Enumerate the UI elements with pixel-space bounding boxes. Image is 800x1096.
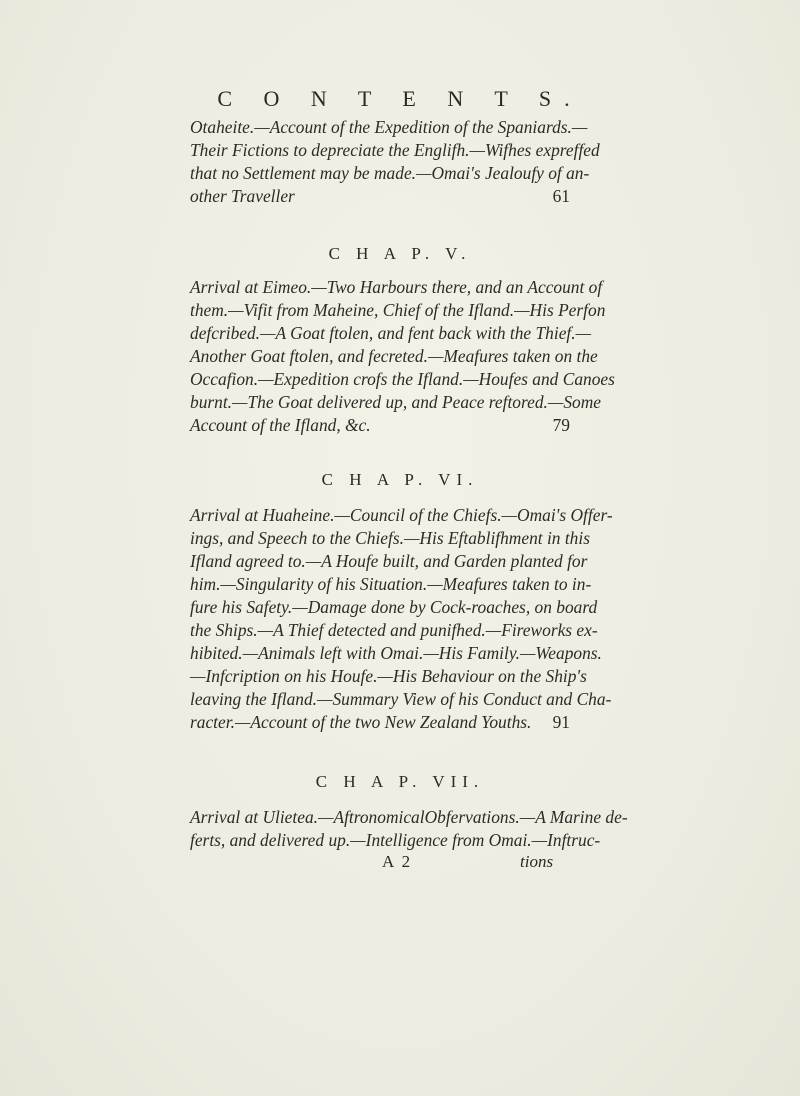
contents-line: [190, 185, 570, 208]
section-chap-iv-continued: [190, 116, 600, 208]
contents-line: hibited.—Animals left with Omai.—His Family.—Weapons.: [190, 643, 602, 663]
section-chap-vii: [190, 806, 628, 852]
chapter-heading-vii: C H A P. VII.: [315, 772, 485, 791]
contents-line-text: other Traveller: [190, 186, 295, 206]
contents-line: Otaheite.—Account of the Expedition of the Spaniards.—: [190, 117, 588, 137]
contents-line: [190, 711, 570, 734]
contents-line: ferts, and delivered up.—Intelligence from Omai.—Inftruc-: [190, 830, 601, 850]
contents-line: Another Goat ftolen, and fecreted.—Meafures taken on the: [190, 346, 598, 366]
contents-line: [190, 414, 570, 437]
contents-line: fure his Safety.—Damage done by Cock-roaches, on board: [190, 597, 598, 617]
contents-line: him.—Singularity of his Situation.—Meafures taken to in-: [190, 574, 592, 594]
contents-line: Occafion.—Expedition crofs the Ifland.—Houfes and Canoes: [190, 369, 615, 389]
contents-line: Ifland agreed to.—A Houfe built, and Garden planted for: [190, 551, 588, 571]
running-head: C O N T E N T S.: [217, 86, 583, 111]
section-chap-vi: [190, 504, 613, 734]
contents-line-text: Account of the Ifland, &c.: [190, 415, 371, 435]
contents-line: Arrival at Eimeo.—Two Harbours there, and an Account of: [190, 277, 603, 297]
contents-line: them.—Vifit from Maheine, Chief of the Ifland.—His Perfon: [190, 300, 606, 320]
page-number: 79: [552, 415, 570, 435]
contents-line: ings, and Speech to the Chiefs.—His Eftablifhment in this: [190, 528, 590, 548]
contents-line: burnt.—The Goat delivered up, and Peace reftored.—Some: [190, 392, 602, 412]
contents-line-text: racter.—Account of the two New Zealand Youths.: [190, 712, 532, 732]
section-chap-v: [190, 276, 615, 437]
contents-line: that no Settlement may be made.—Omai's Jealoufy of an-: [190, 163, 590, 183]
contents-line: defcribed.—A Goat ftolen, and fent back with the Thief.—: [190, 323, 592, 343]
contents-line: Arrival at Ulietea.—AftronomicalObfervations.—A Marine de-: [190, 807, 628, 827]
catchword: tions: [520, 852, 554, 871]
page-number: 91: [552, 712, 570, 732]
page-number: 61: [552, 186, 570, 206]
contents-line: Their Fictions to depreciate the Englifh.—Wifhes expreffed: [190, 140, 600, 160]
contents-line: leaving the Ifland.—Summary View of his Conduct and Cha-: [190, 689, 612, 709]
contents-line: —Infcription on his Houfe.—His Behaviour on the Ship's: [190, 666, 587, 686]
contents-line: the Ships.—A Thief detected and punifhed.—Fireworks ex-: [190, 620, 598, 640]
chapter-heading-vi: C H A P. VI.: [321, 470, 479, 489]
contents-line: Arrival at Huaheine.—Council of the Chiefs.—Omai's Offer-: [190, 505, 613, 525]
chapter-heading-v: C H A P. V.: [328, 244, 472, 263]
signature-mark: A 2: [382, 852, 413, 871]
